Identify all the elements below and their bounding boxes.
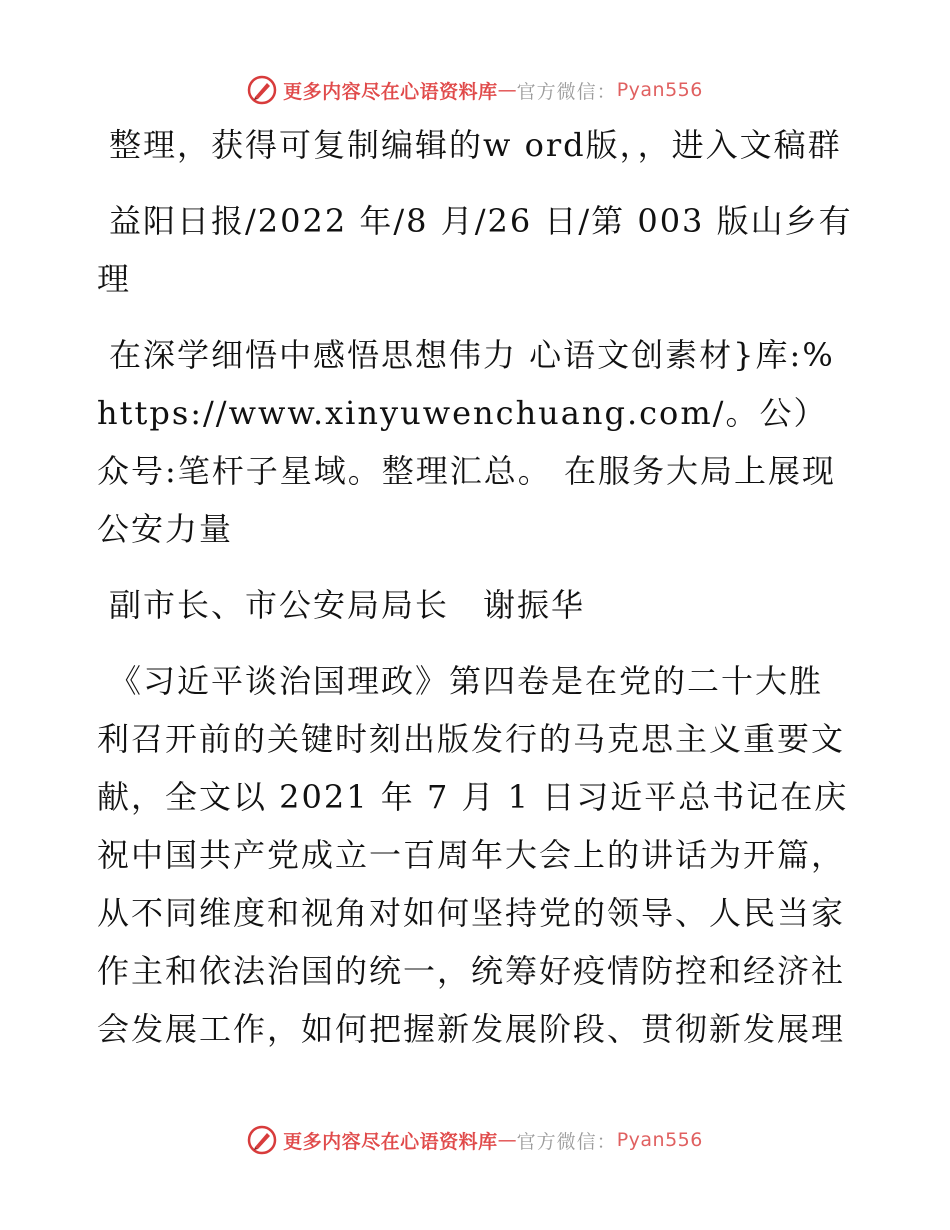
paragraph-source: 益阳日报/2022 年/8 月/26 日/第 003 版山乡有理 bbox=[97, 202, 853, 298]
watermark-dash: — bbox=[497, 1129, 517, 1151]
document-body bbox=[97, 116, 853, 1058]
watermark-sub-text: 官方微信： bbox=[516, 80, 617, 103]
watermark-main-text: 更多内容尽在心语资料库 bbox=[283, 80, 498, 103]
watermark-account: Pyan556 bbox=[616, 1129, 703, 1151]
paragraph-author: 副市长、市公安局局长 谢振华 bbox=[109, 586, 586, 624]
paragraph-body: 《习近平谈治国理政》第四卷是在党的二十大胜利召开前的关键时刻出版发行的马克思主义重要文献，全文以 2021 年 7 月 1 日习近平总书记在庆祝中国共产党成立一百周年大会上的讲话为开篇，从不同维度和视角对如何坚持党的领导、人民当家作主和依法治国的统一，统筹好疫情防控和经济社会发展工作，如何把握新发展阶段、贯彻新发展理 bbox=[97, 662, 849, 1048]
header-watermark bbox=[0, 72, 950, 108]
pen-logo-icon bbox=[247, 1125, 277, 1155]
watermark-dash: — bbox=[497, 79, 517, 101]
paragraph-note: 整理，获得可复制编辑的w ord版，，进入文稿群 bbox=[109, 126, 842, 164]
footer-watermark bbox=[0, 1122, 950, 1158]
watermark-account: Pyan556 bbox=[616, 79, 703, 101]
watermark-sub-text: 官方微信： bbox=[516, 1130, 617, 1153]
watermark-main-text: 更多内容尽在心语资料库 bbox=[283, 1130, 498, 1153]
pen-logo-icon bbox=[247, 75, 277, 105]
paragraph-title: 在深学细悟中感悟思想伟力 心语文创素材}库:%https://www.xinyuwenchuang.com/。公）众号:笔杆子星域。整理汇总。 在服务大局上展现公安力量 bbox=[97, 336, 836, 548]
